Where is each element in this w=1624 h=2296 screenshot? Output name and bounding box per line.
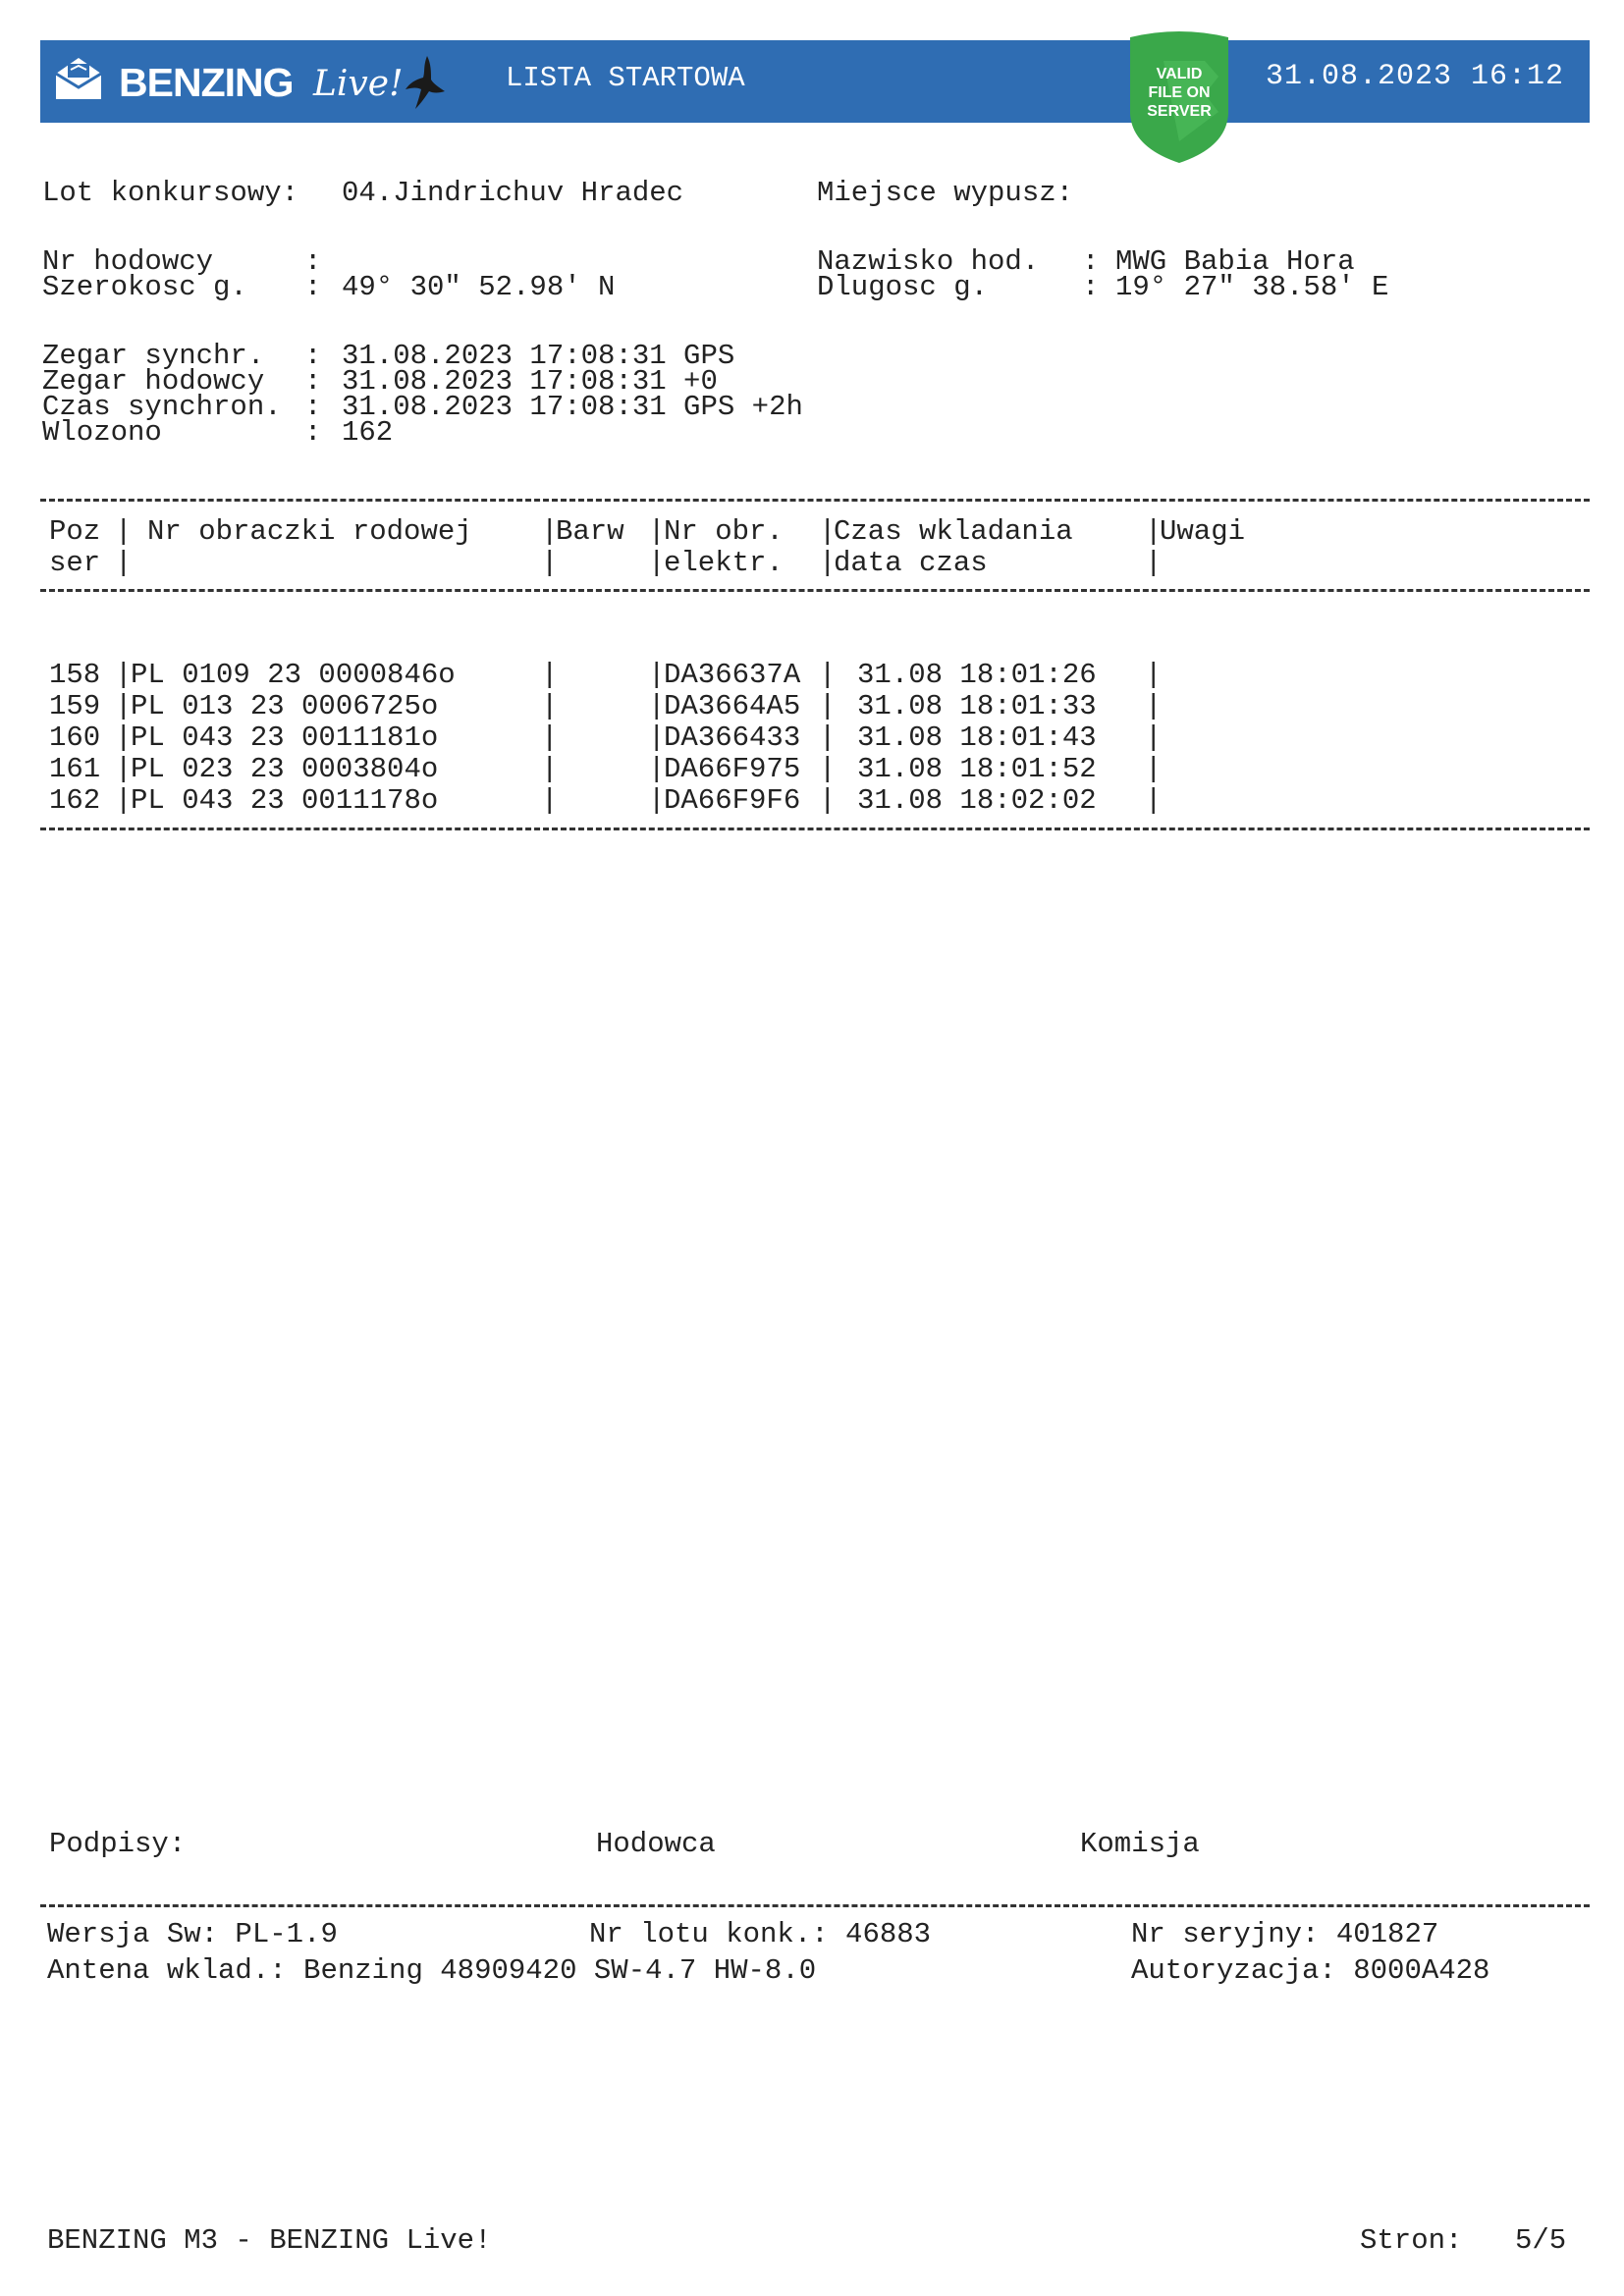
col-sep: | xyxy=(1145,753,1163,785)
col-sep: | xyxy=(115,659,133,691)
cell-czas: 31.08 18:01:52 xyxy=(857,753,1097,785)
flight-number: Nr lotu konk.: 46883 xyxy=(589,1918,932,1950)
lot-value: 04.Jindrichuv Hradec xyxy=(342,177,684,209)
col-sep: | xyxy=(648,721,666,754)
col-sep: | xyxy=(1145,784,1163,817)
antenna-info: Antena wklad.: Benzing 48909420 SW-4.7 HW-8.0 xyxy=(47,1954,817,1987)
czas-synchron-value: 31.08.2023 17:08:31 GPS +2h xyxy=(342,391,803,423)
col-ring-header: Nr obraczki rodowej xyxy=(147,515,472,548)
pages-label: Stron: xyxy=(1360,2224,1463,2257)
nr-hodowcy-label: Nr hodowcy xyxy=(42,245,214,278)
szerokosc-value: 49° 30" 52.98' N xyxy=(342,271,616,303)
pigeon-silhouette-icon xyxy=(404,54,447,111)
envelope-logo-icon xyxy=(54,56,103,101)
cell-poz: 161 xyxy=(49,753,101,785)
cell-poz: 159 xyxy=(49,690,101,722)
col-sep: | xyxy=(541,721,559,754)
col-sep: | xyxy=(1145,659,1163,691)
col-sep: | xyxy=(115,690,133,722)
cell-ring: PL 023 23 0003804o xyxy=(131,753,439,785)
col-sep: | xyxy=(819,753,837,785)
lot-label: Lot konkursowy: xyxy=(42,177,299,209)
col-sep: | xyxy=(1145,547,1163,579)
cell-elektr: DA366433 xyxy=(664,721,801,754)
wlozono-value: 162 xyxy=(342,416,394,449)
col-sep: | xyxy=(541,753,559,785)
cell-poz: 162 xyxy=(49,784,101,817)
pages-value: 5/5 xyxy=(1515,2224,1567,2257)
zegar-synchr-label: Zegar synchr. xyxy=(42,340,265,372)
brand-suffix: Live! xyxy=(313,64,404,104)
badge-line: FILE ON xyxy=(1148,84,1211,101)
col-sep: | xyxy=(115,721,133,754)
colon: : xyxy=(304,340,322,372)
col-sep: | xyxy=(1145,721,1163,754)
cell-poz: 158 xyxy=(49,659,101,691)
badge-line: SERVER xyxy=(1147,103,1212,120)
col-sep: | xyxy=(115,547,133,579)
divider xyxy=(40,828,1590,830)
footer-product: BENZING M3 - BENZING Live! xyxy=(47,2224,492,2257)
colon: : xyxy=(304,416,322,449)
col-elektr-header: Nr obr. xyxy=(664,515,784,548)
col-sep: | xyxy=(648,784,666,817)
col-elektr-header-2: elektr. xyxy=(664,547,784,579)
zegar-synchr-value: 31.08.2023 17:08:31 GPS xyxy=(342,340,735,372)
authorization: Autoryzacja: 8000A428 xyxy=(1131,1954,1490,1987)
szerokosc-label: Szerokosc g. xyxy=(42,271,247,303)
col-sep: | xyxy=(648,753,666,785)
col-sep: | xyxy=(648,690,666,722)
header-banner xyxy=(40,40,1590,123)
zegar-hodowcy-value: 31.08.2023 17:08:31 +0 xyxy=(342,365,718,398)
col-sep: | xyxy=(541,784,559,817)
col-barw-header: Barw xyxy=(556,515,624,548)
colon: : xyxy=(1082,271,1100,303)
valid-file-badge xyxy=(1124,65,1234,121)
cell-ring: PL 043 23 0011181o xyxy=(131,721,439,754)
col-sep: | xyxy=(648,659,666,691)
cell-poz: 160 xyxy=(49,721,101,754)
col-sep: | xyxy=(819,784,837,817)
colon: : xyxy=(304,391,322,423)
col-sep: | xyxy=(115,515,133,548)
divider xyxy=(40,1904,1590,1907)
col-sep: | xyxy=(648,515,666,548)
divider xyxy=(40,499,1590,502)
miejsce-label: Miejsce wypusz: xyxy=(817,177,1074,209)
czas-synchron-label: Czas synchron. xyxy=(42,391,282,423)
colon: : xyxy=(304,365,322,398)
signature-komisja: Komisja xyxy=(1080,1828,1200,1860)
col-sep: | xyxy=(1145,690,1163,722)
print-datetime: 31.08.2023 16:12 xyxy=(1266,60,1565,93)
cell-czas: 31.08 18:01:43 xyxy=(857,721,1097,754)
col-sep: | xyxy=(1145,515,1163,548)
signatures-label: Podpisy: xyxy=(49,1828,187,1860)
col-czas-header-2: data czas xyxy=(834,547,988,579)
col-sep: | xyxy=(819,659,837,691)
col-poz-header-2: ser xyxy=(49,547,101,579)
cell-ring: PL 013 23 0006725o xyxy=(131,690,439,722)
serial-number: Nr seryjny: 401827 xyxy=(1131,1918,1439,1950)
col-sep: | xyxy=(541,690,559,722)
zegar-hodowcy-label: Zegar hodowcy xyxy=(42,365,265,398)
col-sep: | xyxy=(819,690,837,722)
brand-name: BENZING xyxy=(119,60,294,105)
cell-elektr: DA36637A xyxy=(664,659,801,691)
divider xyxy=(40,589,1590,592)
cell-elektr: DA3664A5 xyxy=(664,690,801,722)
cell-czas: 31.08 18:02:02 xyxy=(857,784,1097,817)
wlozono-label: Wlozono xyxy=(42,416,162,449)
col-sep: | xyxy=(819,515,837,548)
col-sep: | xyxy=(541,515,559,548)
dlugosc-value: 19° 27" 38.58' E xyxy=(1115,271,1389,303)
col-uwagi-header: Uwagi xyxy=(1160,515,1246,548)
col-sep: | xyxy=(115,784,133,817)
nazwisko-value: MWG Babia Hora xyxy=(1115,245,1355,278)
nazwisko-label: Nazwisko hod. xyxy=(817,245,1040,278)
document-title: LISTA STARTOWA xyxy=(506,62,745,94)
col-sep: | xyxy=(115,753,133,785)
colon: : xyxy=(304,245,322,278)
signature-hodowca: Hodowca xyxy=(596,1828,716,1860)
colon: : xyxy=(1082,245,1100,278)
col-sep: | xyxy=(648,547,666,579)
cell-czas: 31.08 18:01:33 xyxy=(857,690,1097,722)
col-sep: | xyxy=(541,659,559,691)
cell-ring: PL 043 23 0011178o xyxy=(131,784,439,817)
cell-elektr: DA66F975 xyxy=(664,753,801,785)
badge-line: VALID xyxy=(1156,66,1203,82)
cell-ring: PL 0109 23 0000846o xyxy=(131,659,456,691)
col-czas-header: Czas wkladania xyxy=(834,515,1073,548)
col-sep: | xyxy=(541,547,559,579)
colon: : xyxy=(304,271,322,303)
cell-elektr: DA66F9F6 xyxy=(664,784,801,817)
col-sep: | xyxy=(819,721,837,754)
cell-czas: 31.08 18:01:26 xyxy=(857,659,1097,691)
software-version: Wersja Sw: PL-1.9 xyxy=(47,1918,338,1950)
dlugosc-label: Dlugosc g. xyxy=(817,271,989,303)
col-sep: | xyxy=(819,547,837,579)
col-poz-header: Poz xyxy=(49,515,101,548)
